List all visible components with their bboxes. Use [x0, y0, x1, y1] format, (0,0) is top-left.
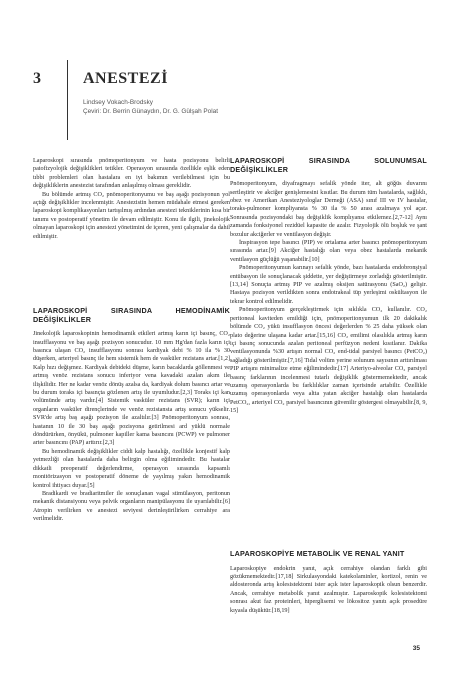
section-paragraph: İnspirasyon tepe basıncı (PIP) ve ortalama arter basıncı pnömoperitonyum sırasında artar.[9] Akciğer hastalığı olan veya obez hastalarda mekanik ventilasyon güçlüğü yaşanabilir.[10]: [230, 240, 427, 263]
section-paragraph: Laparoskopiye endokrin yanıt, açık cerrahiye olandan farklı gibi gözükmemektedir.[17,18] Sirkulasyondaki katekolaminler, kortizol, renin ve aldosteronda artış kolesistektomi ister açık ister laparoskopik olsun benzerdir. Ancak, cerrahiye metabolik yanıt azalmıştır. Laparoskopik kolesistektomi sonrası akut faz proteinleri, hiperglisemi ve lökositoz yanıtı açık prosedüre kıyasla düşüktür.[18,19]: [230, 565, 427, 614]
section-hemodynamic: [33, 307, 230, 524]
chapter-author: Lindsey Vokach-Brodsky: [83, 99, 153, 106]
chapter-number: 3: [33, 70, 42, 87]
section-paragraph: Jinekolojik laparoskopinin hemodinamik etkileri artmış karın içi basınç, CO₂ insufflasyonu ve baş aşağı pozisyon sonucudur. 10 mm Hg'dan fazla karın içi basınca ulaşan CO₂ insufflasyonu sonrası kardiyak debi % 10 ila % 30 düşerken, arteriyel basınç ile hem sistemik hem de vasküler rezistans artar.[1,2] Kalp hızı değişmez. Kardiyak debideki düşme, karın bacaklarda göllenmesi ve artmış venöz rezistans sonucu inferiyor vena kavadaki azalan akım ile ilişkilidir. Her ne kadar venöz dönüş azalsa da, kardiyak dolum basıncı artar ve bu durum toraks içi basınçta gözlenen artış ile uyumludur.[2,3] Toraks içi kan volümünde artış vardır.[4] Sistemik vasküler rezistans (SVR); karın içi organların vasküler dirençlerinde ve venöz rezistansta artış sonucu yükselir. SVR'de artış baş aşağı pozisyon ile azaltılır.[3] Pnömoperitonyum sonrası, hastanın 10 ile 30 baş aşağı pozisyona getirilmesi ard yüklü normale döndürürken, önyükü, pulmoner kapiller kama basıncını (PCWP) ve pulmoner arter basıncını (PAP) arttırır.[2,3]: [33, 331, 230, 447]
chapter-translators: Çeviri: Dr. Berrin Günaydın, Dr. G. Gülşah Polat: [83, 108, 218, 115]
intro-paragraph: Bu bölümde artmış CO₂ pnömoperitonyumu ve baş aşağı pozisyonun yol açtığı değişiklikler incelenmiştir. Anestezistin hemen müdahale etmesi gereken laparoskopi komplikasyonları tartışılmış ardından anestezi tekniklerinin kısa bir tanımı ve postoperatif yönetim ile devam edilmiştir. Konu ile ilgili, jinekolojik olmayan laparoskopi için anestezi yönetimini de içeren, yeni çalışmalar da dahil edilmiştir.: [33, 191, 230, 240]
intro-paragraph: Laparoskopi sırasında pnömoperitonyum ve hasta pozisyonu belirli patofizyolojik değişiklikleri tetikler. Operasyon sırasında özellikle eşlik eden tıbbi problemleri olan hastalara en iyi bakımın verilebilmesi için bu değişikliklerin anestezist tarafından anlaşılmış olması gereklidir.: [33, 158, 230, 190]
page-number: 35: [412, 645, 420, 652]
chapter-title: ANESTEZİ: [83, 70, 168, 87]
chapter-divider: [67, 60, 68, 140]
section-paragraph: Pnömoperitonyum gerçekleştirmek için sıklıkla CO₂ kullanılır. CO₂ peritoneal kaviteden emildiği için, pnömoperitonyumun ilk 20 dakikalık bölümde CO₂ yükü insufflasyon öncesi değerlerden % 25 daha yüksek olan plato değerine ulaşana kadar artar.[15,16] CO₂ emilimi olasılıkla artmış karın içi basınç sonucunda azalan peritoneal perfüzyon nedeni kısıtlanır. Dakika ventilasyonunda %30 artışın normal CO₂ end-tidal parsiyel basıncı (PetCO₂) sağladığı gösterilmiştir.[7,16] Tidal volüm yerine solunum sayısının arttırılması PIP artışını minimalize etme eğilimindedir.[17] Arteriyo-alveolar CO₂ parsiyel basınç farklarının incelenmesi tutarlı değişiklik göstermemektedir, ancak uzamış operasyonlarda bu farklılıklar zaman içerisinde artabilir. Özellikle uzamış operasyonlarda veya altta yatan akciğer hastalığı olan hastalarda PetCO₂, arteriyel CO₂ parsiyel basıncının güvenilir göstergesi olmayabilir.[8, 9, 15]: [230, 307, 427, 415]
section-metabolic-renal: [230, 550, 427, 615]
section-paragraph: Pnömoperitonyumun karınayı sefalik yönde, bazı hastalarda endobronşiyal entübasyon ile sonuçlanacak şiddette, yer değiştirmeye zorladığı gösterilmiştir.[13,14] Sonuçta artmış PIP ve azalmış oksijen satürasyonu (SaO₂) gelişir. Hastaya pozisyon verildikten sonra endotrakeal tüp yerleşimi oskültasyon ile tekrar kontrol edilmelidir.: [230, 265, 427, 305]
section-heading: LAPAROSKOPİ SIRASINDA SOLUNUMSAL DEĞİŞİKLİKLER: [230, 156, 427, 174]
section-paragraph: Bu hemodinamik değişiklikler ciddi kalp hastalığı, özellikle konjestif kalp yetmezliği olan hastalarda daha belirgin olma eğilimindedir. Bu hastalar dikkatli preoperatif değerlendirme, operasyon sırasında kapsamlı monitörizasyon ve postoperatif döneme de yayılmış yakın hemodinamik kontrol ihtiyacı duyar.[5]: [33, 448, 230, 489]
section-paragraph: Bradikardi ve bradiaritmiler ile sonuçlanan vagal stimülasyon, peritonun mekanik distansiyonu veya pelvik organların manipülasyonu ile uyarılabilir.[6] Atropin verilirken ve anestezi seviyesi derinleştirilirken cerrahiye ara verilmelidir.: [33, 490, 230, 523]
intro-text: [33, 157, 230, 241]
section-heading: LAPAROSKOPİ SIRASINDA HEMODİNAMİK DEĞİŞİKLİKLER: [33, 306, 230, 324]
section-respiratory: [230, 157, 427, 416]
section-paragraph: Pnömoperitonyum, diyafragmayı sefalik yönde iter, alt göğüs duvarını sertleştirir ve akciğer genişlemesini kısıtlar. Bu durum tüm hastalarda, sağlıklı, obez ve Amerikan Anesteziyologlar Derneği (ASA) sınıf III ve IV hastalar, toraks-pulmoner kompliyansta % 30 ila % 50 arası azalmaya yol açar. Sonrasında pozisyondaki baş değişiklik komplıyansı etkilemez.[2,7-12] Aynı zamanda fonksiyonel rezidüel kapasite de azalır. Fizyolojik ölü boşluk ve şant bozulur akciğerler ve ventilasyon değişir.: [230, 181, 427, 238]
section-heading: LAPAROSKOPİYE METABOLİK VE RENAL YANIT: [230, 549, 405, 558]
